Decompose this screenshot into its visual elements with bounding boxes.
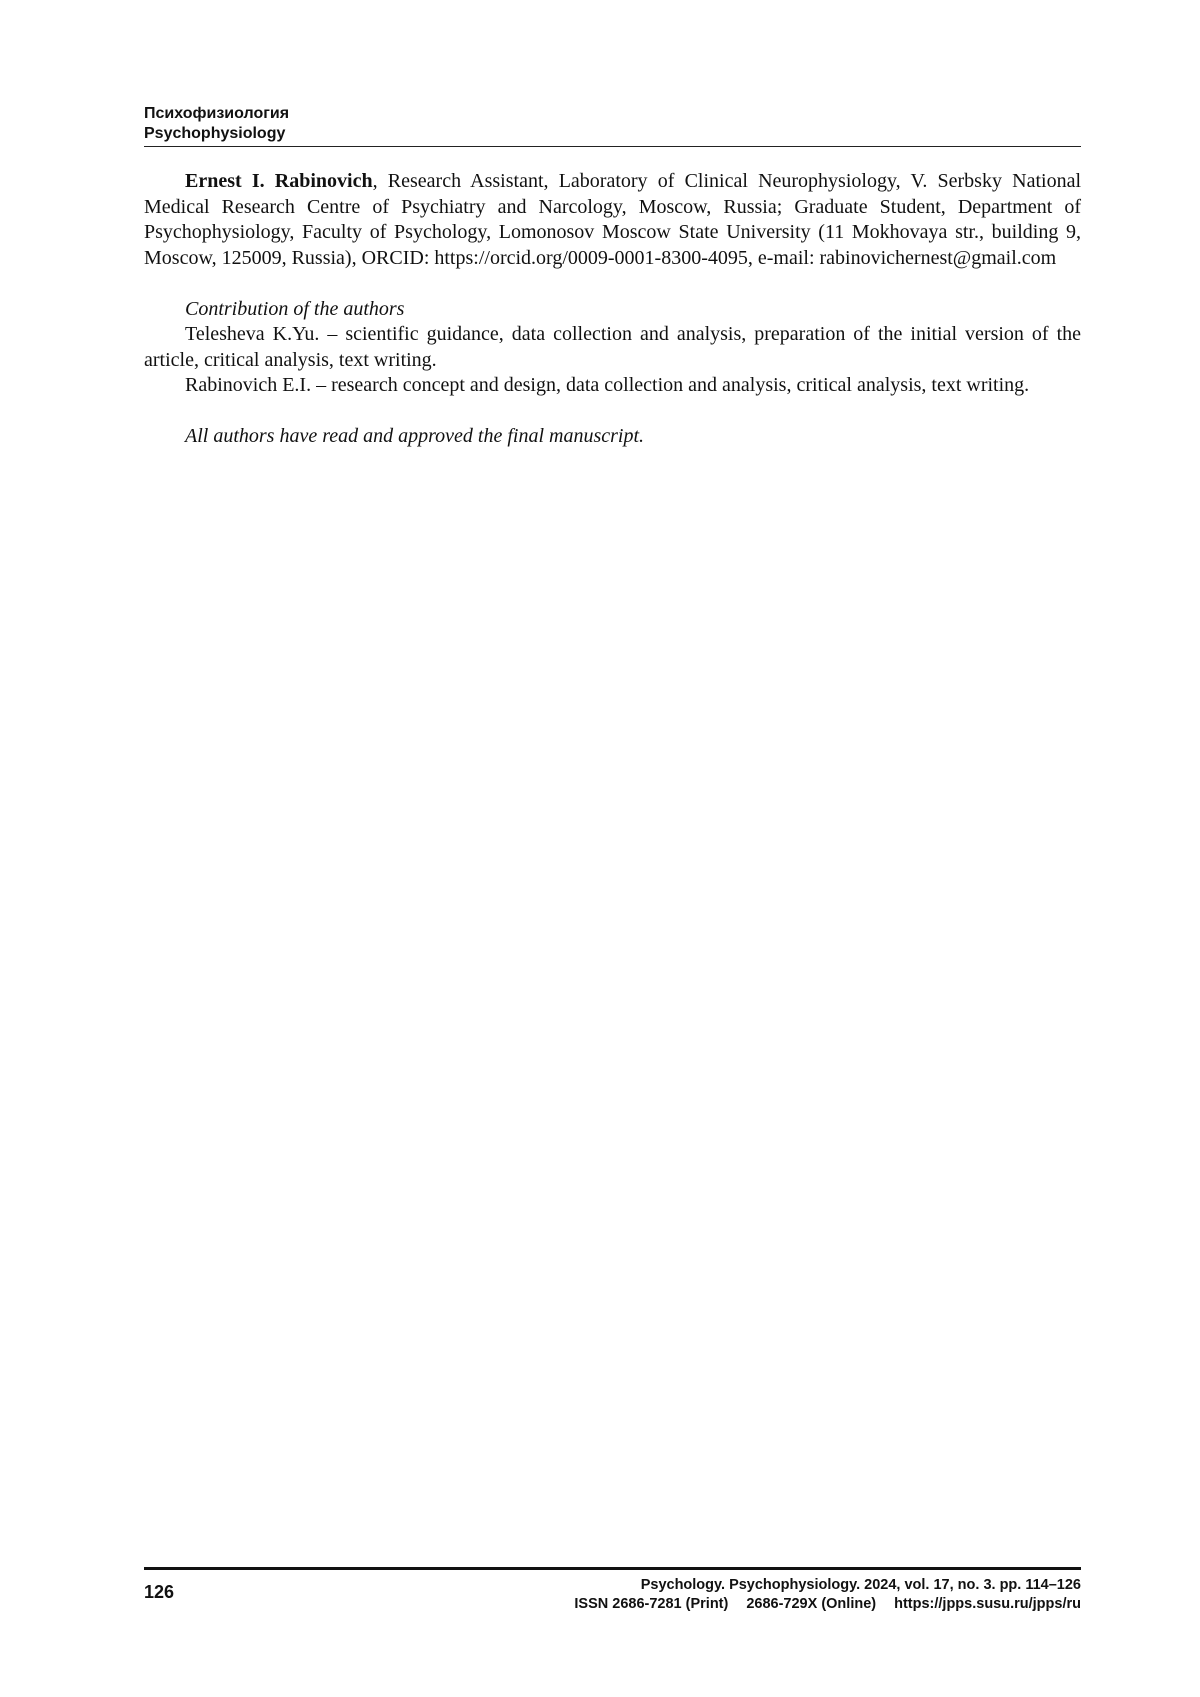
paragraph-gap xyxy=(144,399,1081,425)
footer-divider xyxy=(144,1567,1081,1570)
author-bio-paragraph xyxy=(144,169,1081,271)
footer-citation-block xyxy=(574,1576,1081,1614)
author-name: Ernest I. Rabinovich xyxy=(185,170,373,192)
contribution-item: Telesheva K.Yu. – scientific guidance, data collection and analysis, preparation of the initial version of the article, critical analysis, text writing. xyxy=(144,323,1081,371)
journal-citation: Psychology. Psychophysiology. 2024, vol. 17, no. 3. pp. 114–126 xyxy=(640,1577,1081,1593)
journal-url-link[interactable]: https://jpps.susu.ru/jpps/ru xyxy=(894,1596,1081,1612)
issn-print: ISSN 2686-7281 (Print) xyxy=(574,1596,729,1612)
approval-statement: All authors have read and approved the final manuscript. xyxy=(185,425,645,447)
article-body xyxy=(144,169,1081,450)
author-bio-text: , Research Assistant, Laboratory of Clinical Neurophysiology, V. Serbsky National Medical Research Centre of Psychiatry and Narcology, Moscow, Russia; Graduate Student, Department of Psychophysiology, Faculty of Psychology, Lomonosov Moscow State University (11 Mokhovaya str., building 9, Moscow, 125009, Russia), ORCID: https://orcid.org/0009-0001-8300-4095, e-mail: rabinovichernest@gmail.com xyxy=(144,170,1082,269)
contribution-heading: Contribution of the authors xyxy=(185,297,405,320)
issn-online: 2686-729X (Online) xyxy=(746,1596,877,1612)
journal-title-en: Psychophysiology xyxy=(144,125,286,142)
journal-title-ru: Психофизиология xyxy=(144,105,290,122)
paragraph-gap xyxy=(144,271,1081,297)
header-divider xyxy=(144,146,1081,147)
issn-line xyxy=(574,1595,1081,1614)
page-number: 126 xyxy=(144,1582,175,1602)
contribution-item: Rabinovich E.I. – research concept and design, data collection and analysis, critical analysis, text writing. xyxy=(185,374,1030,396)
running-head xyxy=(144,104,1081,144)
